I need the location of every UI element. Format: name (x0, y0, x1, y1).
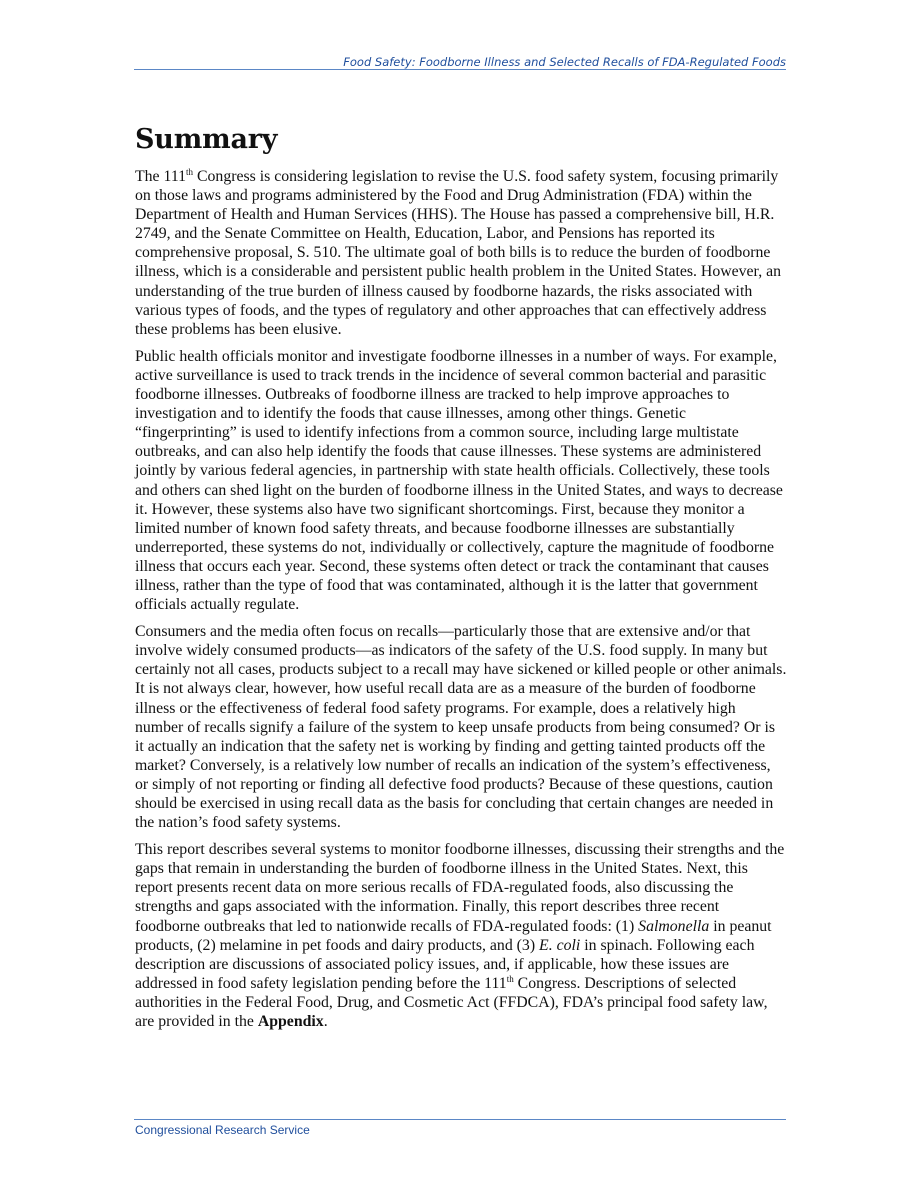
paragraph-3: Consumers and the media often focus on recalls—particularly those that are extensive and/or that involve widely consumed products—as indicators of the safety of the U.S. food supply. In many but certainly not all cases, products subject to a recall may have sickened or killed people or other animals. It is not always clear, however, how useful recall data are as a measure of the burden of foodborne illness or the effectiveness of federal food safety programs. For example, does a relatively high number of recalls signify a failure of the system to keep unsafe products from being consumed? Or is it actually an indication that the safety net is working by finding and getting tainted products off the market? Conversely, is a relatively low number of recalls an indication of the system’s effectiveness, or simply of not reporting or finding all defective food products? Because of these questions, caution should be exercised in using recall data as the basis for concluding that certain changes are needed in the nation’s food safety systems. (135, 623, 787, 832)
appendix-reference: Appendix (257, 1013, 324, 1031)
section-title: Summary (135, 124, 278, 155)
header-divider (134, 69, 786, 70)
p4-text-a: This report describes several systems to monitor foodborne illnesses, discussing their strengths and the gaps that remain in understanding the burden of foodborne illness in the United States. Next, this report presents recent data on more serious recalls of FDA-regulated foods, also discussing the strengths and gaps associated with the information. Finally, this report describes three recent foodborne outbreaks that led to nationwide recalls of FDA-regulated foods: (1) (135, 841, 785, 935)
p1-text-b: Congress is considering legislation to revise the U.S. food safety system, focusing primarily on those laws and programs administered by the Food and Drug Administration (FDA) within the Department of Health and Human Services (HHS). The House has passed a comprehensive bill, H.R. 2749, and the Senate Committee on Health, Education, Labor, and Pensions has reported its comprehensive proposal, S. 510. The ultimate goal of both bills is to reduce the burden of foodborne illness, which is a considerable and persistent public health problem in the United States. However, an understanding of the true burden of illness caused by foodborne hazards, the risks associated with various types of foods, and the types of regulatory and other approaches that can effectively address these problems has been elusive. (135, 168, 781, 338)
paragraph-1 (135, 167, 787, 339)
footer-divider (134, 1119, 786, 1120)
summary-body (135, 167, 787, 1039)
p4-text-c: in spinach. Following each description are discussions of associated policy issues, and, if applicable, how these issues are addressed in food safety legislation pending before the 111 (135, 936, 755, 992)
paragraph-2: Public health officials monitor and investigate foodborne illnesses in a number of ways. For example, active surveillance is used to track trends in the incidence of several common bacterial and parasitic foodborne illnesses. Outbreaks of foodborne illness are tracked to help improve approaches to investigation and to identify the foods that cause illnesses, among other things. Genetic “fingerprinting” is used to identify infections from a common source, including large multistate outbreaks, and can also help identify the foods that cause illnesses. These systems are administered jointly by various federal agencies, in partnership with state health officials. Collectively, these tools and others can shed light on the burden of foodborne illness in the United States, and ways to decrease it. However, these systems also have two significant shortcomings. First, because they monitor a limited number of known food safety threats, and because foodborne illnesses are substantially underreported, these systems do not, individually or collectively, capture the magnitude of foodborne illness that occurs each year. Second, these systems often detect or track the contaminant that causes illness, rather than the type of food that was contaminated, although it is the latter that government officials actually regulate. (135, 347, 783, 614)
footer-source: Congressional Research Service (135, 1123, 310, 1137)
p1-superscript: th (186, 167, 194, 177)
p4-superscript: th (506, 973, 514, 984)
p4-text-b: in peanut products, (2) melamine in pet foods and dairy products, and (3) (135, 917, 772, 954)
p1-text-a: The 111 (135, 168, 187, 185)
paragraph-4 (135, 840, 787, 1031)
ecoli-term: E. coli (539, 936, 581, 954)
p4-text-d: Congress. Descriptions of selected authorities in the Federal Food, Drug, and Cosmetic Act (FFDCA), FDA’s principal food safety law, are provided in the (135, 974, 768, 1031)
salmonella-term: Salmonella (638, 917, 710, 935)
running-header: Food Safety: Foodborne Illness and Selected Recalls of FDA-Regulated Foods (343, 55, 786, 69)
p4-text-e: . (323, 1013, 328, 1031)
